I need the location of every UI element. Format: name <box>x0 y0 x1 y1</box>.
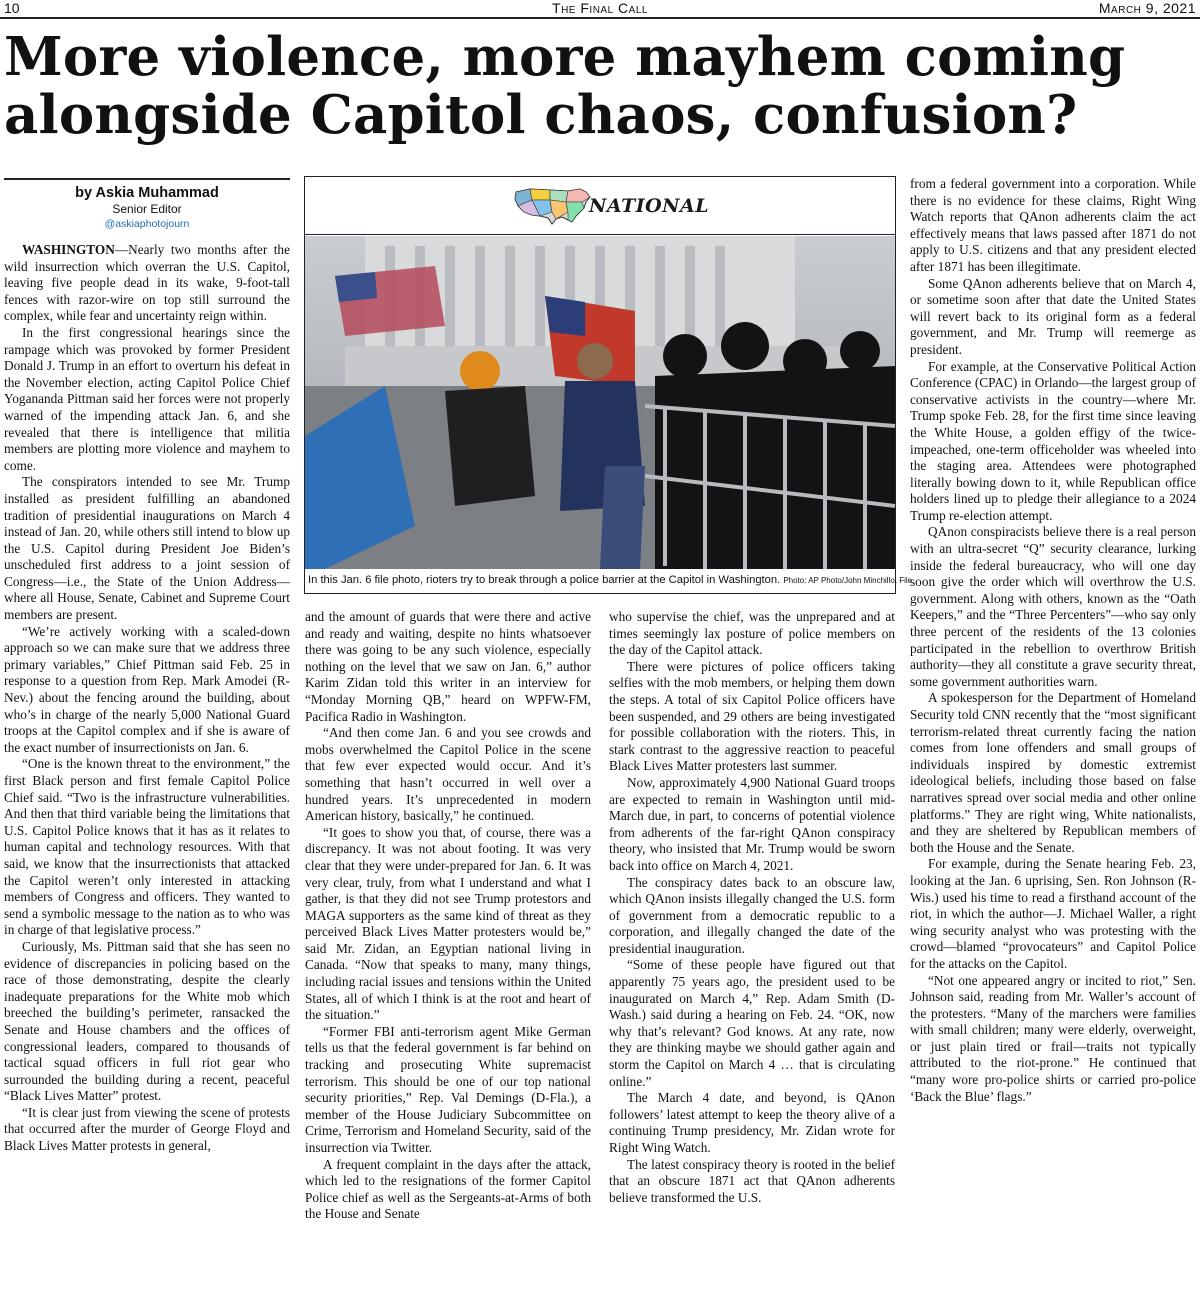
issue-date: March 9, 2021 <box>1098 0 1196 16</box>
paragraph: and the amount of guards that were there and active and ready and waiting, despite no hints whatsoever there was going to be any such violence, especially nothing on the level that we saw on Jan. 6,” author Karim Zidan told this writer in an interview for “Monday Morning QB,” heard on WPFW-FM, Pacifica Radio in Washington. <box>305 609 591 724</box>
news-photo <box>305 236 895 569</box>
article-column-4 <box>910 176 1196 1296</box>
paragraph: who supervise the chief, was the unprepared and at times seemingly lax posture of police members on the day of the Capitol attack. <box>609 609 895 658</box>
paragraph: For example, during the Senate hearing Feb. 23, looking at the Jan. 6 uprising, Sen. Ron Johnson (R-Wis.) used his time to read a firsthand account of the riot, in which the author—J. Michael Waller, a right wing security analyst who was protesting with the crowd—blamed “provocateurs” and Capitol Police for the attacks on the Capitol. <box>910 856 1196 971</box>
paragraph: from a federal government into a corporation. While there is no evidence for these claims, Right Wing Watch reports that QAnon adherents claim the act effectively means that laws passed after 1871 do not apply to U.S. citizens and that any president elected after 1871 has been illegitimate. <box>910 176 1196 274</box>
section-label: NATIONAL <box>589 195 710 217</box>
photo-caption <box>308 573 913 588</box>
paragraph: “We’re actively working with a scaled-down approach so we can make sure that we address three primary variables,” Chief Pittman said Feb. 25 in response to a question from Rep. Mark Amodei (R-Nev.) about the fencing around the building, about who’s in charge of the nearly 5,000 National Guard troops at the Capitol complex and if she is aware of the exact number of insurrectionists on Jan. 6. <box>4 623 290 755</box>
article-column-3 <box>609 609 895 1296</box>
author-handle: @askiaphotojourn <box>104 218 190 230</box>
paragraph: There were pictures of police officers taking selfies with the mob members, or helping them down the steps. A total of six Capitol Police officers have been suspended, and 29 others are being investigated for possible collaboration with the rioters. This, in stark contrast to the aggressive reaction to peaceful Black Lives Matter protesters last summer. <box>609 658 895 774</box>
paragraph: In the first congressional hearings since the rampage which was provoked by former President Donald J. Trump in an effort to overturn his defeat in the November election, acting Capitol Police Chief Yogananda Pittman said her forces were not properly warned of the impending attack Jan. 6, and she revealed that there is intelligence that militia members are plotting more violence and mayhem to come. <box>4 324 290 473</box>
photo-box <box>304 176 913 594</box>
article-column-1 <box>4 242 290 1296</box>
paragraph: “And then come Jan. 6 and you see crowds and mobs overwhelmed the Capitol Police in the scene that few ever expected would occur. And it’s something that hasn’t occurred in well over a hundred years. It’s unprecedented in modern American history, basically,” he continued. <box>305 725 591 824</box>
caption-text: In this Jan. 6 file photo, rioters try to break through a police barrier at the Capitol in Washington. <box>308 574 781 586</box>
photo-credit: Photo: AP Photo/John Minchillo, File <box>783 576 913 585</box>
paragraph: The latest conspiracy theory is rooted in the belief that an obscure 1871 act that QAnon adherents believe transformed the U.S. <box>609 1156 895 1205</box>
paragraph: The March 4 date, and beyond, is QAnon followers’ latest attempt to keep the theory alive of a continuing Trump presidency, Mr. Zidan wrote for Right Wing Watch. <box>609 1090 895 1155</box>
paragraph: “Some of these people have figured out that apparently 75 years ago, the president used to be inaugurated on March 4,” Rep. Adam Smith (D-Wash.) said during a hearing on Feb. 24. “OK, now why that’s relevant? God knows. At any rate, now they are thinking maybe we should gather again and storm the Capitol on March 4 … that is circulating online.” <box>609 957 895 1089</box>
paragraph: A spokesperson for the Department of Homeland Security told CNN recently that the “most significant terrorism-related threat currently facing the nation comes from lone offenders and small groups of individuals inspired by domestic extremist ideological beliefs, including those based on false narratives spread over social media and other online platforms.” They are right wing, White nationalists, and they are sheltered by Republican members of both the House and the Senate. <box>910 690 1196 855</box>
headline-line-2: alongside Capitol chaos, confusion? <box>4 84 1078 146</box>
paragraph: “One is the known threat to the environment,” the first Black person and first female Capitol Police Chief said. “Two is the infrastructure vulnerabilities. And then that third variable being the limitations that U.S. Capitol Police knows that it has as it relates to human capital and technology resources. With that said, we know that the insurrectionists that attacked the Capitol weren’t only interested in attacking members of Congress and officers. They wanted to send a symbolic message to the nation as to who was in charge of that legislative process.” <box>4 756 290 938</box>
paragraph: The conspirators intended to see Mr. Trump installed as president fulfilling an abandoned tradition of presidential inaugurations on March 4 instead of Jan. 20, while others still intend to blow up the U.S. Capitol during President Joe Biden’s unscheduled first address to a joint session of Congress—i.e., the State of the Union Address—where all House, Senate, Cabinet and Supreme Court members are present. <box>4 474 290 623</box>
author-name: by Askia Muhammad <box>75 185 219 201</box>
paragraph: A frequent complaint in the days after the attack, which led to the resignations of the former Capitol Police chief as well as the Sergeants-at-Arms of both the House and Senate <box>305 1156 591 1222</box>
article-column-2 <box>305 609 591 1296</box>
paragraph: “Former FBI anti-terrorism agent Mike German tells us that the federal government is far behind on tracking and prosecuting White supremacist terrorism. This should be one of our top national security priorities,” Rep. Val Demings (D-Fla.), a member of the House Judiciary Subcommittee on Crime, Terrorism and Homeland Security, said of the insurrection via Twitter. <box>305 1023 591 1155</box>
paragraph: WASHINGTON—Nearly two months after the wild insurrection which overran the U.S. Capitol, leaving five people dead in its wake, 9-foot-tall fences with razor-wire on top still surround the complex, while fear and uncertainty reign within. <box>4 242 290 324</box>
paragraph: “It goes to show you that, of course, there was a discrepancy. It was not about footing. It was very clear that they were under-prepared for Jan. 6. It was very clear, truly, from what I understand and what I gather, is that they did not see Trump protestors and MAGA supporters as the same kind of threat as they perceived Black Lives Matter protesters would be,” said Mr. Zidan, an Egyptian national living in Canada. “Now that speaks to many, many things, including racial issues and tensions within the United States, all of which I think is at the root and heart of the situation.” <box>305 824 591 1023</box>
page-folio <box>4 0 1196 18</box>
dateline: WASHINGTON <box>22 242 115 257</box>
byline <box>4 178 290 231</box>
rioters-photo-illustration <box>305 236 895 569</box>
paragraph: Curiously, Ms. Pittman said that she has seen no evidence of discrepancies in policing based on the race of those demonstrating, despite the clearly inadequate preparations for the White mob which breeched the building’s perimeter, ransacked the Senate and House chambers and the offices of congressional leaders, compared to thousands of tactical squad officers in full riot gear who surrounded the building during a recent, peaceful “Black Lives Matter” protest. <box>4 938 290 1104</box>
paragraph: The conspiracy dates back to an obscure law, which QAnon insists illegally changed the U.S. form of government from a democratic republic to a corporation, and illegally changed the date of the presidential inauguration. <box>609 874 895 956</box>
author-role: Senior Editor <box>112 202 182 216</box>
section-banner <box>305 177 895 235</box>
top-rule <box>0 17 1200 19</box>
paragraph: For example, at the Conservative Political Action Conference (CPAC) in Orlando—the largest group of conservative activists in the country—where Mr. Trump spoke Feb. 28, for the first time since leaving the White House, a golden effigy of the twice-impeached, one-term officeholder was wheeled into the staging area. Attendees were photographed literally bowing down to it, while Republican office holders lined up to pledge their allegiance to a 2024 Trump re-election attempt. <box>910 358 1196 523</box>
paragraph: “It is clear just from viewing the scene of protests that occurred after the murder of George Floyd and Black Lives Matter protests in general, <box>4 1104 290 1154</box>
publication-name: The Final Call <box>552 0 648 16</box>
paragraph: Now, approximately 4,900 National Guard troops are expected to remain in Washington until mid-March due, in part, to concerns of potential violence from adherents of the far-right QAnon conspiracy theory, who insisted that Mr. Trump would be sworn back into office on March 4, 2021. <box>609 774 895 873</box>
headline-line-1: More violence, more mayhem coming <box>4 26 1126 88</box>
paragraph: Some QAnon adherents believe that on March 4, or sometime soon after that date the United States will revert back to its original form as a federal government, and Mr. Trump will reemerge as president. <box>910 275 1196 357</box>
us-map-icon <box>510 182 596 230</box>
paragraph: “Not one appeared angry or incited to riot,” Sen. Johnson said, reading from Mr. Waller’s account of the protesters. “Many of the marchers were families with small children; many were elderly, overweight, or just plain tired or frail—traits not typically attributed to the riot-prone.” He continued that “many wore pro-police shirts or carried pro-police ‘Back the Blue’ flags.” <box>910 972 1196 1104</box>
headline <box>4 28 1200 144</box>
paragraph: QAnon conspiracists believe there is a real person with an ultra-secret “Q” security clearance, lurking inside the federal bureaucracy, who will one day soon give the order which will overthrow the U.S. government. Along with others, known as the “Oath Keepers,” and the “Three Percenters”—who say only three percent of the residents of the 13 colonies participated in the rebellion to overthrow British authority—they all constitute a grave security threat, some government authorities warn. <box>910 524 1196 689</box>
page-number: 10 <box>4 0 20 16</box>
